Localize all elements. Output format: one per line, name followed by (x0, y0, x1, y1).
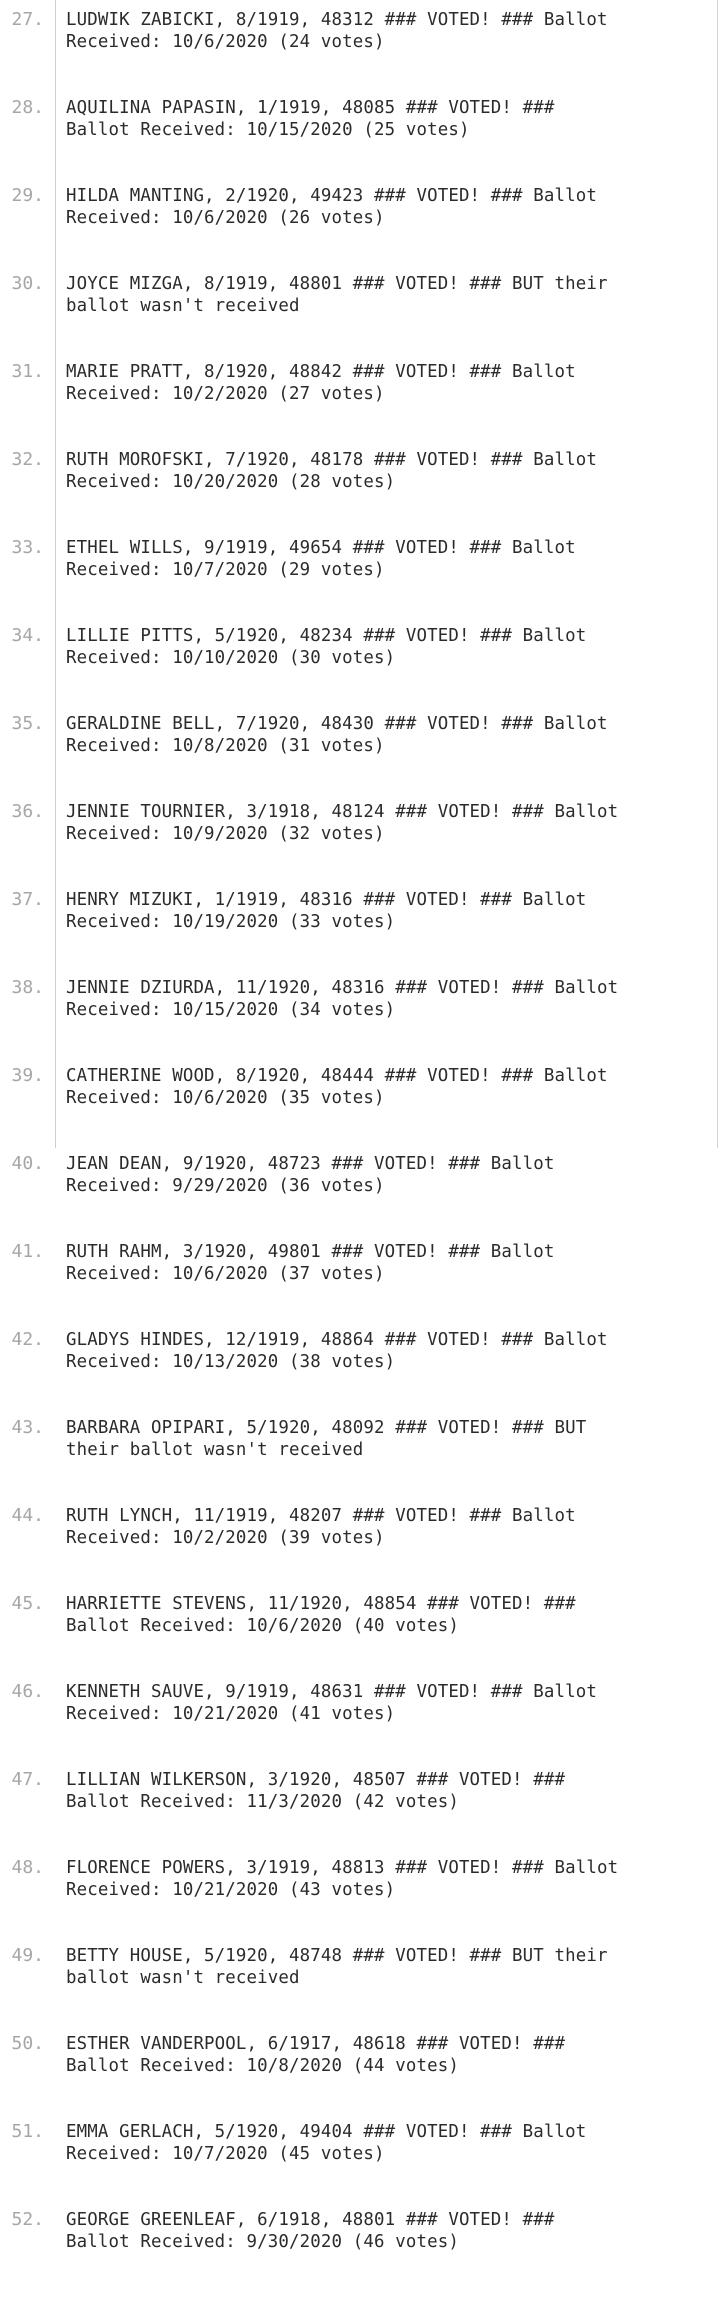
list-item (0, 449, 720, 537)
list-item-text (66, 1857, 706, 1901)
list-item-text-line: BETTY HOUSE, 5/1920, 48748 ### VOTED! ### BUT their (66, 1946, 608, 1966)
list-item-text-line: Received: 10/6/2020 (24 votes) (66, 32, 385, 52)
line-number: 44. (11, 1505, 44, 1526)
list-item-text-line: Received: 10/21/2020 (43 votes) (66, 1880, 396, 1900)
line-number: 40. (11, 1153, 44, 1174)
line-number: 46. (11, 1681, 44, 1702)
list-item-text (66, 889, 706, 933)
list-item-text-line: Received: 10/6/2020 (37 votes) (66, 1264, 385, 1284)
list-item-text-line: GLADYS HINDES, 12/1919, 48864 ### VOTED! ### Ballot (66, 1330, 608, 1350)
list-item-text (66, 1593, 706, 1637)
list-item-text (66, 1065, 706, 1109)
list-item (0, 2121, 720, 2209)
list-item-text (66, 97, 706, 141)
list-item (0, 1505, 720, 1593)
list-item-text-line: Received: 10/7/2020 (45 votes) (66, 2144, 385, 2164)
list-item-text-line: ballot wasn't received (66, 296, 300, 316)
list-item-text-line: Received: 10/10/2020 (30 votes) (66, 648, 396, 668)
line-number: 38. (11, 977, 44, 998)
line-number: 28. (11, 97, 44, 118)
list-item-text-line: Received: 10/21/2020 (41 votes) (66, 1704, 396, 1724)
list-item-text (66, 1505, 706, 1549)
list-item-text (66, 185, 706, 229)
line-number: 37. (11, 889, 44, 910)
list-item-text (66, 1241, 706, 1285)
line-number: 31. (11, 361, 44, 382)
list-item (0, 1593, 720, 1681)
list-item-text (66, 625, 706, 669)
line-number: 51. (11, 2121, 44, 2142)
list-item-text (66, 9, 706, 53)
list-item (0, 1681, 720, 1769)
line-number: 34. (11, 625, 44, 646)
list-item (0, 1241, 720, 1329)
list-item (0, 273, 720, 361)
line-number: 39. (11, 1065, 44, 1086)
list-item-text-line: Received: 10/8/2020 (31 votes) (66, 736, 385, 756)
list-item-text-line: RUTH RAHM, 3/1920, 49801 ### VOTED! ### Ballot (66, 1242, 555, 1262)
list-item-text-line: Ballot Received: 10/8/2020 (44 votes) (66, 2056, 459, 2076)
line-number: 41. (11, 1241, 44, 1262)
list-item-text-line: Ballot Received: 10/15/2020 (25 votes) (66, 120, 470, 140)
list-item-text-line: HILDA MANTING, 2/1920, 49423 ### VOTED! ### Ballot (66, 186, 598, 206)
list-item (0, 1417, 720, 1505)
list-item-text-line: ETHEL WILLS, 9/1919, 49654 ### VOTED! ### Ballot (66, 538, 576, 558)
list-item-text-line: RUTH LYNCH, 11/1919, 48207 ### VOTED! ### Ballot (66, 1506, 576, 1526)
list-item-text-line: CATHERINE WOOD, 8/1920, 48444 ### VOTED! ### Ballot (66, 1066, 608, 1086)
line-number: 48. (11, 1857, 44, 1878)
list-item-text-line: Received: 10/6/2020 (35 votes) (66, 1088, 385, 1108)
list-item (0, 713, 720, 801)
list-item-text (66, 1329, 706, 1373)
list-item-text-line: Received: 10/2/2020 (39 votes) (66, 1528, 385, 1548)
list-item (0, 9, 720, 97)
list-item-text-line: LILLIE PITTS, 5/1920, 48234 ### VOTED! ### Ballot (66, 626, 587, 646)
list-item (0, 361, 720, 449)
line-number: 45. (11, 1593, 44, 1614)
list-item-text-line: KENNETH SAUVE, 9/1919, 48631 ### VOTED! ### Ballot (66, 1682, 598, 1702)
list-item-text-line: JEAN DEAN, 9/1920, 48723 ### VOTED! ### Ballot (66, 1154, 555, 1174)
line-number: 49. (11, 1945, 44, 1966)
list-item-text-line: Ballot Received: 10/6/2020 (40 votes) (66, 1616, 459, 1636)
list-item-text (66, 1417, 706, 1461)
list-item-text (66, 1153, 706, 1197)
list-item-text-line: BARBARA OPIPARI, 5/1920, 48092 ### VOTED! ### BUT (66, 1418, 587, 1438)
list-item-text (66, 713, 706, 757)
list-item-text (66, 1769, 706, 1813)
list-item-text (66, 361, 706, 405)
line-number: 36. (11, 801, 44, 822)
line-number: 50. (11, 2033, 44, 2054)
list-item-text (66, 2121, 706, 2165)
list-item-text-line: GERALDINE BELL, 7/1920, 48430 ### VOTED! ### Ballot (66, 714, 608, 734)
list-item (0, 2209, 720, 2297)
list-item (0, 1857, 720, 1945)
list-item-text (66, 977, 706, 1021)
line-number: 42. (11, 1329, 44, 1350)
list-item-text-line: Received: 10/9/2020 (32 votes) (66, 824, 385, 844)
list-item-text-line: FLORENCE POWERS, 3/1919, 48813 ### VOTED! ### Ballot (66, 1858, 619, 1878)
list-item-text-line: Received: 10/19/2020 (33 votes) (66, 912, 396, 932)
list-item-text-line: Received: 9/29/2020 (36 votes) (66, 1176, 385, 1196)
list-item-text (66, 449, 706, 493)
list-item-text (66, 2033, 706, 2077)
list-item (0, 537, 720, 625)
list-item-text-line: JENNIE TOURNIER, 3/1918, 48124 ### VOTED! ### Ballot (66, 802, 619, 822)
list-item-text-line: MARIE PRATT, 8/1920, 48842 ### VOTED! ### Ballot (66, 362, 576, 382)
list-item-text (66, 1681, 706, 1725)
list-item-text-line: LILLIAN WILKERSON, 3/1920, 48507 ### VOTED! ### (66, 1770, 566, 1790)
line-number: 33. (11, 537, 44, 558)
numbered-list (0, 9, 720, 2297)
list-item (0, 1329, 720, 1417)
list-item-text-line: RUTH MOROFSKI, 7/1920, 48178 ### VOTED! ### Ballot (66, 450, 598, 470)
list-item-text-line: Received: 10/15/2020 (34 votes) (66, 1000, 396, 1020)
line-number: 32. (11, 449, 44, 470)
list-item-text-line: LUDWIK ZABICKI, 8/1919, 48312 ### VOTED! ### Ballot (66, 10, 608, 30)
list-item-text-line: Received: 10/2/2020 (27 votes) (66, 384, 385, 404)
list-item-text-line: Received: 10/6/2020 (26 votes) (66, 208, 385, 228)
line-number: 52. (11, 2209, 44, 2230)
list-item (0, 801, 720, 889)
list-item-text-line: AQUILINA PAPASIN, 1/1919, 48085 ### VOTED! ### (66, 98, 555, 118)
list-item-text-line: JENNIE DZIURDA, 11/1920, 48316 ### VOTED! ### Ballot (66, 978, 619, 998)
list-item-text-line: Received: 10/20/2020 (28 votes) (66, 472, 396, 492)
line-number: 27. (11, 9, 44, 30)
list-item-text-line: GEORGE GREENLEAF, 6/1918, 48801 ### VOTED! ### (66, 2210, 555, 2230)
list-item-text-line: EMMA GERLACH, 5/1920, 49404 ### VOTED! ### Ballot (66, 2122, 587, 2142)
list-item (0, 889, 720, 977)
list-item (0, 1945, 720, 2033)
list-item-text (66, 1945, 706, 1989)
list-item (0, 1065, 720, 1153)
list-item-text-line: their ballot wasn't received (66, 1440, 364, 1460)
list-item (0, 1153, 720, 1241)
list-item-text (66, 2209, 706, 2253)
list-item-text-line: Ballot Received: 11/3/2020 (42 votes) (66, 1792, 459, 1812)
line-number: 29. (11, 185, 44, 206)
list-item (0, 625, 720, 713)
list-item-text-line: ballot wasn't received (66, 1968, 300, 1988)
list-item (0, 185, 720, 273)
list-item-text-line: Received: 10/13/2020 (38 votes) (66, 1352, 396, 1372)
list-item-text (66, 537, 706, 581)
list-item-text-line: JOYCE MIZGA, 8/1919, 48801 ### VOTED! ### BUT their (66, 274, 608, 294)
list-item-text-line: ESTHER VANDERPOOL, 6/1917, 48618 ### VOTED! ### (66, 2034, 566, 2054)
list-item (0, 2033, 720, 2121)
list-item (0, 97, 720, 185)
list-item-text-line: HENRY MIZUKI, 1/1919, 48316 ### VOTED! ### Ballot (66, 890, 587, 910)
line-number: 35. (11, 713, 44, 734)
list-item-text-line: HARRIETTE STEVENS, 11/1920, 48854 ### VOTED! ### (66, 1594, 576, 1614)
list-item-text-line: Received: 10/7/2020 (29 votes) (66, 560, 385, 580)
list-item-text (66, 801, 706, 845)
list-item-text (66, 273, 706, 317)
line-number: 43. (11, 1417, 44, 1438)
line-number: 47. (11, 1769, 44, 1790)
line-number: 30. (11, 273, 44, 294)
list-item-text-line: Ballot Received: 9/30/2020 (46 votes) (66, 2232, 459, 2252)
list-item (0, 1769, 720, 1857)
list-item (0, 977, 720, 1065)
